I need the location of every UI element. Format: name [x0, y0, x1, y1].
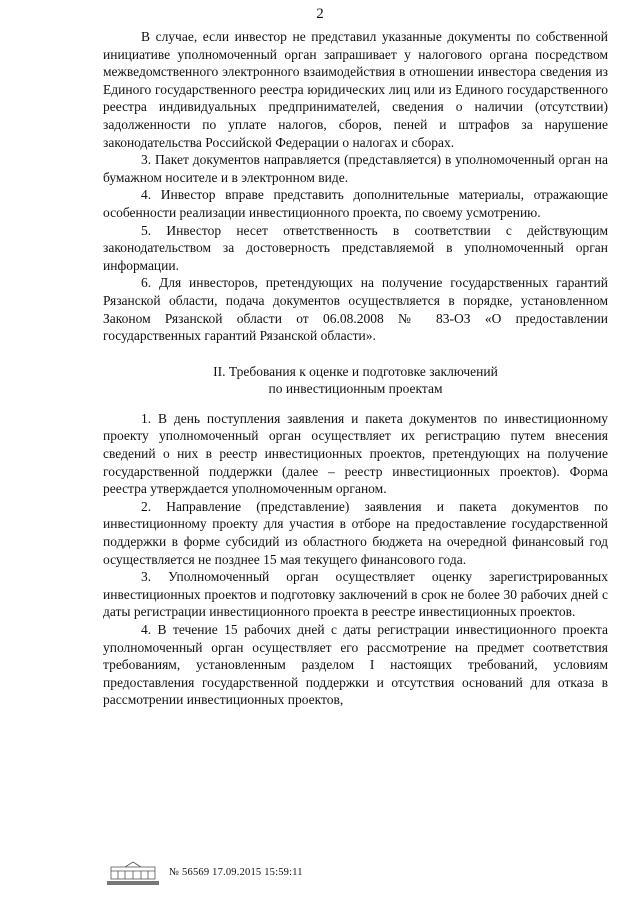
paragraph: 3. Пакет документов направляется (представляется) в уполномоченный орган на бумажном носителе и в электронном виде. — [103, 152, 608, 185]
document-stamp — [103, 861, 403, 889]
section-heading — [103, 363, 608, 398]
paragraph: 2. Направление (представление) заявления и пакета документов по инвестиционному проекту для участия в отборе на предоставление государственной поддержки в форме субсидий из областного бюджета на очередной финансовый год осуществляется не позднее 15 мая текущего финансового года. — [103, 498, 608, 567]
registry-logo-icon — [103, 861, 163, 887]
document-body — [103, 28, 608, 709]
paragraph: 4. Инвестор вправе представить дополнительные материалы, отражающие особенности реализации инвестиционного проекта, по своему усмотрению. — [103, 187, 608, 220]
section-heading-line: по инвестиционным проектам — [268, 381, 443, 397]
section-heading-line: II. Требования к оценке и подготовке заключений — [213, 363, 498, 379]
paragraph: В случае, если инвестор не представил указанные документы по собственной инициативе уполномоченный орган запрашивает у налогового органа посредством межведомственного электронного взаимодействия в отношении инвестора сведения из Единого государственного реестра юридических лиц или из Единого государственного реестра индивидуальных предпринимателей, сведения о наличии (отсутствии) задолженности по уплате налогов, сборов, пеней и штрафов за нарушение законодательства Российской Федерации о налогах и сборах. — [103, 29, 608, 150]
paragraph: 4. В течение 15 рабочих дней с даты регистрации инвестиционного проекта уполномоченный орган осуществляет его рассмотрение на предмет соответствия требованиям, установленным разделом I настоящих требований, условиям предоставления государственной поддержки и отсутствия оснований для отказа в рассмотрении инвестиционных проектов, — [103, 622, 608, 708]
paragraph: 6. Для инвесторов, претендующих на получение государственных гарантий Рязанской области, подача документов осуществляется в порядке, установленном Законом Рязанской области от 06.08.2008 № 83-ОЗ «О предоставлении государственных гарантий Рязанской области». — [103, 275, 608, 344]
registration-stamp-text: № 56569 17.09.2015 15:59:11 — [169, 867, 303, 878]
paragraph: 3. Уполномоченный орган осуществляет оценку зарегистрированных инвестиционных проектов и подготовку заключений в срок не более 30 рабочих дней с даты регистрации инвестиционного проекта в реестре инвестиционных проектов. — [103, 569, 608, 620]
paragraph: 1. В день поступления заявления и пакета документов по инвестиционному проекту уполномоченный орган осуществляет их регистрацию путем внесения сведений о них в реестр инвестиционных проектов, претендующих на получение государственной поддержки (далее – реестр инвестиционных проектов). Форма реестра утверждается уполномоченным органом. — [103, 410, 608, 497]
paragraph: 5. Инвестор несет ответственность в соответствии с действующим законодательством за достоверность представляемой в уполномоченный орган информации. — [103, 222, 608, 273]
page-number: 2 — [316, 6, 324, 22]
